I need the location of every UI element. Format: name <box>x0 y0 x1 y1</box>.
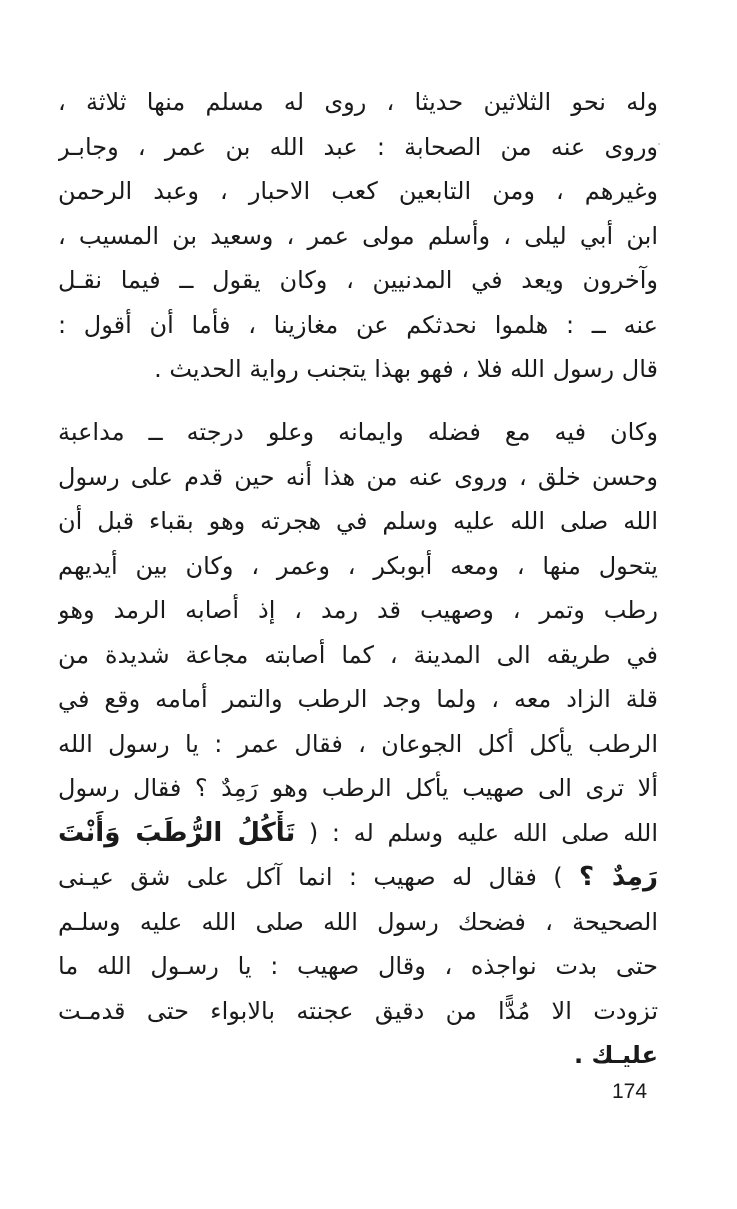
paragraph-1 <box>58 80 658 392</box>
text-line: وله نحو الثلاثين حديثا ، روى له مسلم منها ثلاثة ، <box>58 88 658 116</box>
text-line: وروى عنه من الصحابة : عبد الله بن عمر ، وجابـر <box>58 132 658 161</box>
text-line: يتحول منها ، ومعه أبوبكر ، وعمر ، وكان بين أيديهم <box>58 551 658 580</box>
text-line: حتى بدت نواجذه ، وقال صهيب : يا رسـول الله ما <box>58 952 658 980</box>
text-line: تزودت الا مُدًّا من دقيق عجنته بالابواء حتى قدمـت <box>58 996 658 1025</box>
text-segment: ) فقال له صهيب : انما آكل على شق عيـنى <box>58 863 563 891</box>
paragraph-2 <box>58 410 658 1078</box>
quran-quote-end: رَمِدٌ ؟ <box>579 862 658 892</box>
text-line-final: عليـك . <box>573 1041 658 1069</box>
text-line: الصحيحة ، فضحك رسول الله صلى الله عليه وسلـم <box>58 907 658 936</box>
text-line: رطب وتمر ، وصهيب قد رمد ، إذ أصابه الرمد وهو <box>58 596 658 624</box>
text-line: قال رسول الله فلا ، فهو بهذا يتجنب رواية الحديث . <box>154 355 658 383</box>
text-line: وكان فيه مع فضله وايمانه وعلو درجته ــ مداعبة <box>58 418 658 446</box>
text-line: ألا ترى الى صهيب يأكل الرطب وهو رَمِدٌ ؟ فقال رسول <box>58 774 658 802</box>
text-line: وحسن خلق ، وروى عنه من هذا أنه حين قدم على رسول <box>58 462 658 491</box>
text-segment: الله صلى الله عليه وسلم له : ( <box>308 818 658 847</box>
page-number: 174 <box>612 1080 648 1103</box>
text-line: عنه ــ : هلموا نحدثكم عن مغازينا ، فأما أن أقول : <box>58 310 658 339</box>
text-line: ابن أبي ليلى ، وأسلم مولى عمر ، وسعيد بن المسيب ، <box>58 221 658 250</box>
text-line: الله صلى الله عليه وسلم في هجرته وهو بقباء قبل أن <box>58 507 658 535</box>
text-line: وغيرهم ، ومن التابعين كعب الاحبار ، وعبد الرحمن <box>58 177 658 205</box>
text-line-quran-end <box>58 855 658 900</box>
text-line: قلة الزاد معه ، ولما وجد الرطب والتمر أمامه وقع في <box>58 685 658 713</box>
text-line-quran-start <box>58 811 658 856</box>
text-line: الرطب يأكل أكل الجوعان ، فقال عمر : يا رسول الله <box>58 729 658 758</box>
quran-quote: تَأْكُلُ الرُّطَبَ وَأَنْتَ <box>58 817 296 848</box>
text-line: وآخرون ويعد في المدنيين ، وكان يقول ــ فيما نقـل <box>58 266 658 294</box>
text-line: في طريقه الى المدينة ، كما أصابته مجاعة شديدة من <box>58 640 658 669</box>
scan-speck <box>658 143 660 145</box>
